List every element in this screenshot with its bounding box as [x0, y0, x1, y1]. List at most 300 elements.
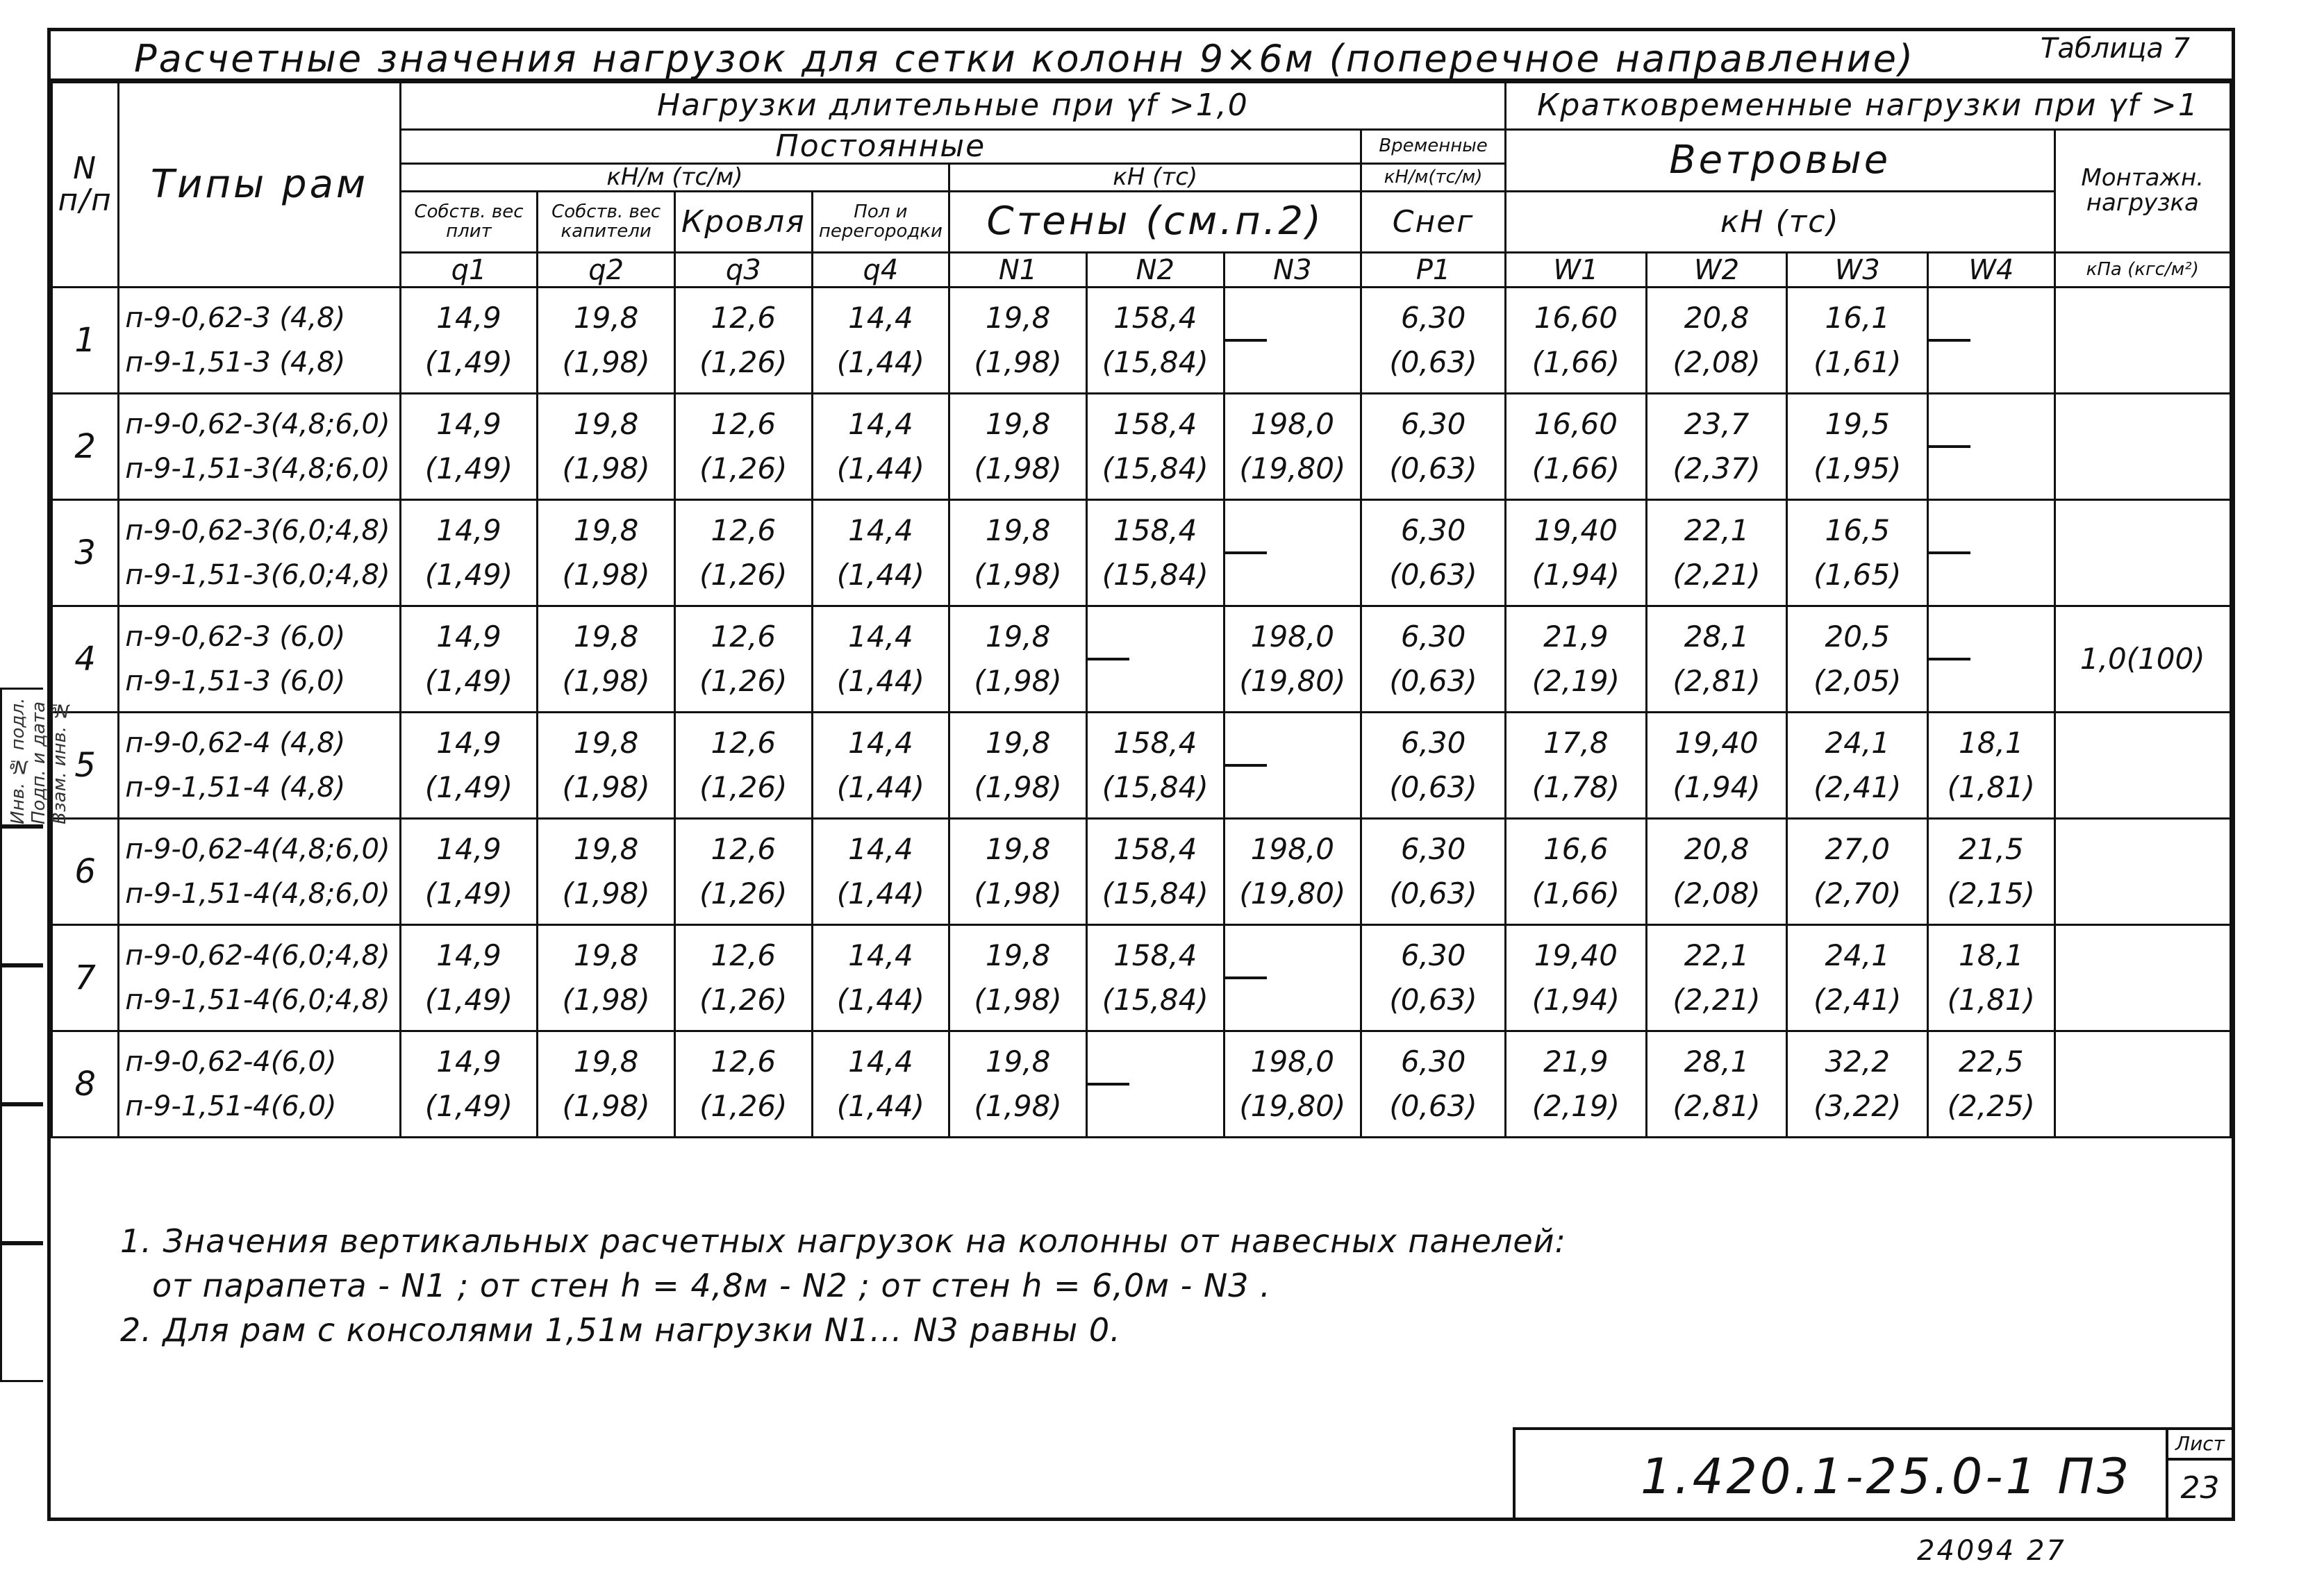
dash-mark [1225, 551, 1267, 554]
value-kn: 19,8 [573, 513, 639, 548]
value-kn: 19,8 [985, 938, 1051, 973]
dash-mark [1225, 764, 1267, 767]
value-kn: 19,40 [1534, 513, 1618, 548]
cell-p [2054, 819, 2230, 925]
cell-w4 [1928, 606, 2054, 713]
value-kn: 20,5 [1825, 620, 1890, 654]
value-tc: (1,49) [424, 345, 513, 380]
value-tc: (1,94) [1672, 770, 1761, 805]
cell-q1 [400, 1031, 538, 1138]
value-tc: (0,63) [1389, 558, 1477, 592]
value-kn: 14,4 [848, 938, 913, 973]
value-tc: (1,26) [699, 876, 788, 911]
value-tc: (1,26) [699, 451, 788, 486]
value-kn: 12,6 [711, 726, 777, 760]
cell-w3 [1787, 394, 1928, 500]
dash-mark [1929, 339, 1970, 342]
archive-number: 24094 27 [1917, 1535, 2066, 1567]
cell-q3 [674, 819, 812, 925]
value-kn: 20,8 [1684, 832, 1750, 867]
value-kn: 17,8 [1543, 726, 1609, 760]
loads-table [51, 81, 2232, 1138]
value-tc: (1,98) [562, 345, 650, 380]
value-kn: 21,5 [1959, 832, 2024, 867]
cell-n3 [1224, 500, 1361, 606]
row-number: 1 [52, 288, 119, 394]
cell-q4 [812, 713, 949, 819]
value-kn: 21,9 [1543, 1045, 1609, 1079]
value-kn: 14,4 [848, 1045, 913, 1079]
row-number: 6 [52, 819, 119, 925]
value-kn: 198,0 [1250, 832, 1334, 867]
value-tc: (0,63) [1389, 1089, 1477, 1124]
frame-type-t2: п-9-1,51-3 (6,0) [125, 665, 346, 698]
cell-w1 [1505, 925, 1646, 1031]
dash-mark [1088, 1083, 1129, 1086]
value-kn: 19,40 [1534, 938, 1618, 973]
cell-q3 [674, 606, 812, 713]
cell-p1 [1361, 819, 1506, 925]
header-short-loads: Кратковременные нагрузки при γf >1 [1505, 83, 2230, 130]
sheet-number: 23 [2180, 1470, 2220, 1506]
value-tc: (2,70) [1813, 876, 1902, 911]
value-kn: 21,9 [1543, 620, 1609, 654]
value-kn: 158,4 [1113, 938, 1197, 973]
frame-type-t1: п-9-0,62-3(4,8;6,0) [125, 408, 390, 441]
cell-w3 [1787, 288, 1928, 394]
value-kn: 14,4 [848, 620, 913, 654]
value-tc: (1,98) [562, 876, 650, 911]
value-kn: 6,30 [1400, 1045, 1466, 1079]
cell-q1 [400, 606, 538, 713]
title-row [51, 31, 2232, 81]
value-tc: (1,66) [1531, 876, 1620, 911]
value-tc: (1,44) [836, 876, 925, 911]
header-num: N п/п [52, 83, 119, 288]
cell-w3 [1787, 925, 1928, 1031]
frame-types [119, 713, 400, 819]
value-tc: (1,78) [1531, 770, 1620, 805]
header-walls: Стены (см.п.2) [949, 192, 1361, 253]
table-row [52, 606, 2231, 713]
sym-q3: q3 [674, 253, 812, 288]
table-title: Расчетные значения нагрузок для сетки колонн 9×6м (поперечное направление) [134, 37, 1916, 81]
cell-n1 [949, 288, 1087, 394]
cell-w4 [1928, 288, 2054, 394]
value-kn: 14,4 [848, 513, 913, 548]
cell-q1 [400, 925, 538, 1031]
dash-mark [1929, 658, 1970, 660]
value-kn: 12,6 [711, 301, 777, 335]
frame-type-t2: п-9-1,51-4(6,0;4,8) [125, 984, 390, 1017]
cell-n2 [1086, 713, 1224, 819]
cell-p [2054, 500, 2230, 606]
value-kn: 18,1 [1959, 726, 2024, 760]
cell-p [2054, 713, 2230, 819]
drawing-sheet [47, 28, 2235, 1521]
value-kn: 28,1 [1684, 620, 1750, 654]
header-unit-kn: кН (тс) [949, 164, 1361, 192]
value-tc: (1,26) [699, 1089, 788, 1124]
cell-w1 [1505, 606, 1646, 713]
cell-p1 [1361, 394, 1506, 500]
cell-q1 [400, 819, 538, 925]
cell-q2 [538, 394, 675, 500]
header-wind-unit: кН (тс) [1505, 192, 2054, 253]
value-tc: (15,84) [1102, 770, 1209, 805]
cell-q3 [674, 288, 812, 394]
value-tc: (1,98) [562, 451, 650, 486]
value-tc: (1,26) [699, 345, 788, 380]
cell-p: 1,0(100) [2054, 606, 2230, 713]
value-kn: 19,8 [985, 407, 1051, 442]
sym-w1: W1 [1505, 253, 1646, 288]
cell-w2 [1646, 288, 1787, 394]
value-tc: (1,49) [424, 876, 513, 911]
cell-n2 [1086, 1031, 1224, 1138]
cell-w3 [1787, 606, 1928, 713]
value-tc: (2,19) [1531, 664, 1620, 699]
value-tc: (1,98) [562, 558, 650, 592]
value-kn: 158,4 [1113, 407, 1197, 442]
cell-n3 [1224, 819, 1361, 925]
header-temporary: Временные [1361, 130, 1506, 164]
dash-mark [1929, 551, 1970, 554]
value-tc: (2,81) [1672, 664, 1761, 699]
value-kn: 14,9 [436, 407, 501, 442]
value-kn: 19,8 [573, 832, 639, 867]
value-kn: 23,7 [1684, 407, 1750, 442]
value-tc: (1,98) [974, 451, 1062, 486]
frame-type-t2: п-9-1,51-3(6,0;4,8) [125, 559, 390, 592]
value-tc: (15,84) [1102, 558, 1209, 592]
cell-p [2054, 1031, 2230, 1138]
value-kn: 16,60 [1534, 301, 1618, 335]
cell-n1 [949, 606, 1087, 713]
binding-text: Инв. № подл. Подп. и дата Взам. инв. № [8, 697, 70, 824]
value-tc: (19,80) [1239, 876, 1346, 911]
cell-n2 [1086, 394, 1224, 500]
cell-q2 [538, 819, 675, 925]
value-kn: 14,4 [848, 832, 913, 867]
note-2: 2. Для рам с консолями 1,51м нагрузки N1... N3 равны 0. [120, 1311, 1121, 1349]
frame-types [119, 500, 400, 606]
frame-type-t1: п-9-0,62-4(6,0;4,8) [125, 940, 390, 972]
table-body [52, 288, 2231, 1138]
value-kn: 14,9 [436, 1045, 501, 1079]
dash-mark [1929, 445, 1970, 448]
cell-q4 [812, 394, 949, 500]
cell-p [2054, 288, 2230, 394]
value-tc: (1,44) [836, 983, 925, 1017]
row-number: 7 [52, 925, 119, 1031]
sheet-box [2166, 1430, 2232, 1518]
cell-w1 [1505, 500, 1646, 606]
value-tc: (1,98) [562, 1089, 650, 1124]
value-tc: (1,44) [836, 1089, 925, 1124]
value-kn: 19,40 [1675, 726, 1759, 760]
value-kn: 14,9 [436, 832, 501, 867]
value-kn: 16,6 [1543, 832, 1609, 867]
value-kn: 198,0 [1250, 620, 1334, 654]
value-tc: (1,49) [424, 1089, 513, 1124]
value-tc: (15,84) [1102, 345, 1209, 380]
value-kn: 14,9 [436, 938, 501, 973]
cell-w3 [1787, 500, 1928, 606]
cell-q4 [812, 500, 949, 606]
frame-types [119, 819, 400, 925]
value-tc: (1,44) [836, 664, 925, 699]
value-kn: 158,4 [1113, 513, 1197, 548]
value-tc: (0,63) [1389, 876, 1477, 911]
document-code: 1.420.1-25.0-1 ПЗ [1641, 1448, 2131, 1505]
frame-type-t2: п-9-1,51-3 (4,8) [125, 347, 346, 379]
cell-n3 [1224, 713, 1361, 819]
value-tc: (1,81) [1947, 983, 2035, 1017]
value-kn: 19,8 [985, 726, 1051, 760]
cell-q1 [400, 713, 538, 819]
cell-q1 [400, 500, 538, 606]
table-row [52, 925, 2231, 1031]
value-kn: 28,1 [1684, 1045, 1750, 1079]
value-tc: (1,98) [562, 983, 650, 1017]
value-tc: (0,63) [1389, 345, 1477, 380]
sheet-label: Лист [2168, 1430, 2232, 1461]
value-kn: 6,30 [1400, 832, 1466, 867]
value-tc: (1,49) [424, 983, 513, 1017]
value-kn: 22,1 [1684, 938, 1750, 973]
frame-type-t1: п-9-0,62-3(6,0;4,8) [125, 515, 390, 547]
frame-type-t2: п-9-1,51-3(4,8;6,0) [125, 453, 390, 485]
value-tc: (1,81) [1947, 770, 2035, 805]
cell-w2 [1646, 606, 1787, 713]
binding-margin [0, 688, 70, 1382]
value-kn: 19,5 [1825, 407, 1890, 442]
cell-q1 [400, 394, 538, 500]
cell-w4 [1928, 925, 2054, 1031]
value-tc: (0,63) [1389, 451, 1477, 486]
value-kn: 14,9 [436, 620, 501, 654]
value-kn: 12,6 [711, 1045, 777, 1079]
header-types: Типы рам [119, 83, 400, 288]
frame-type-t2: п-9-1,51-4(6,0) [125, 1090, 337, 1123]
value-kn: 19,8 [573, 620, 639, 654]
value-tc: (1,26) [699, 770, 788, 805]
value-kn: 158,4 [1113, 832, 1197, 867]
value-kn: 19,8 [985, 301, 1051, 335]
frame-type-t2: п-9-1,51-4(4,8;6,0) [125, 878, 390, 911]
table-row [52, 713, 2231, 819]
value-tc: (1,26) [699, 983, 788, 1017]
cell-n2 [1086, 500, 1224, 606]
value-kn: 19,8 [985, 1045, 1051, 1079]
value-tc: (15,84) [1102, 876, 1209, 911]
value-tc: (1,49) [424, 558, 513, 592]
value-kn: 19,8 [573, 938, 639, 973]
cell-n1 [949, 713, 1087, 819]
frame-types [119, 394, 400, 500]
cell-p1 [1361, 606, 1506, 713]
cell-n2 [1086, 288, 1224, 394]
value-kn: 198,0 [1250, 1045, 1334, 1079]
dash-mark [1225, 976, 1267, 979]
sym-w4: W4 [1928, 253, 2054, 288]
cell-n3 [1224, 394, 1361, 500]
sym-q1: q1 [400, 253, 538, 288]
value-tc: (1,95) [1813, 451, 1902, 486]
cell-w1 [1505, 713, 1646, 819]
value-kn: 14,4 [848, 407, 913, 442]
cell-n1 [949, 819, 1087, 925]
note-1-line-2: от парапета - N1 ; от стен h = 4,8м - N2 ; от стен h = 6,0м - N3 . [152, 1267, 1271, 1304]
header-roof: Кровля [674, 192, 812, 253]
value-kn: 19,8 [985, 513, 1051, 548]
cell-n1 [949, 394, 1087, 500]
cell-q4 [812, 606, 949, 713]
cell-q3 [674, 925, 812, 1031]
frame-type-t1: п-9-0,62-4 (4,8) [125, 727, 346, 760]
value-kn: 6,30 [1400, 407, 1466, 442]
value-kn: 6,30 [1400, 938, 1466, 973]
cell-p1 [1361, 713, 1506, 819]
cell-n3 [1224, 606, 1361, 713]
value-tc: (1,98) [974, 558, 1062, 592]
value-tc: (19,80) [1239, 1089, 1346, 1124]
cell-w3 [1787, 1031, 1928, 1138]
cell-q2 [538, 713, 675, 819]
value-tc: (1,98) [974, 770, 1062, 805]
value-kn: 158,4 [1113, 726, 1197, 760]
value-kn: 27,0 [1825, 832, 1890, 867]
cell-w4 [1928, 819, 2054, 925]
dash-mark [1088, 658, 1129, 660]
header-self-weight-cap: Собств. вес капители [538, 192, 675, 253]
value-kn: 18,1 [1959, 938, 2024, 973]
cell-n2 [1086, 925, 1224, 1031]
cell-w2 [1646, 713, 1787, 819]
value-kn: 32,2 [1825, 1045, 1890, 1079]
cell-q3 [674, 394, 812, 500]
value-tc: (1,61) [1813, 345, 1902, 380]
header-montage-unit: кПа (кгс/м²) [2054, 253, 2230, 288]
title-block [1513, 1427, 2232, 1518]
value-tc: (2,81) [1672, 1089, 1761, 1124]
cell-w4 [1928, 713, 2054, 819]
value-tc: (1,49) [424, 664, 513, 699]
value-tc: (1,44) [836, 451, 925, 486]
value-tc: (1,94) [1531, 983, 1620, 1017]
cell-p [2054, 394, 2230, 500]
header-permanent: Постоянные [400, 130, 1361, 164]
frame-types [119, 1031, 400, 1138]
value-kn: 19,8 [573, 301, 639, 335]
value-tc: (1,98) [974, 876, 1062, 911]
value-kn: 198,0 [1250, 407, 1334, 442]
value-kn: 16,5 [1825, 513, 1890, 548]
header-unit-temp: кН/м(тс/м) [1361, 164, 1506, 192]
value-kn: 14,9 [436, 726, 501, 760]
cell-n2 [1086, 606, 1224, 713]
header-long-loads: Нагрузки длительные при γf >1,0 [400, 83, 1505, 130]
cell-p [2054, 925, 2230, 1031]
frame-types [119, 925, 400, 1031]
header-floor: Пол и перегородки [812, 192, 949, 253]
value-kn: 12,6 [711, 620, 777, 654]
cell-w2 [1646, 819, 1787, 925]
value-kn: 6,30 [1400, 301, 1466, 335]
value-tc: (1,98) [974, 345, 1062, 380]
value-tc: (1,49) [424, 451, 513, 486]
sym-p1: P1 [1361, 253, 1506, 288]
value-kn: 19,8 [573, 407, 639, 442]
row-number: 2 [52, 394, 119, 500]
value-tc: (1,98) [974, 664, 1062, 699]
cell-q3 [674, 1031, 812, 1138]
header-wind: Ветровые [1505, 130, 2054, 192]
cell-w3 [1787, 713, 1928, 819]
cell-p1 [1361, 925, 1506, 1031]
sym-w2: W2 [1646, 253, 1787, 288]
value-kn: 19,8 [573, 1045, 639, 1079]
cell-w2 [1646, 394, 1787, 500]
cell-w2 [1646, 1031, 1787, 1138]
cell-w1 [1505, 394, 1646, 500]
frame-types [119, 606, 400, 713]
value-tc: (2,41) [1813, 983, 1902, 1017]
value-tc: (1,44) [836, 770, 925, 805]
frame-type-t1: п-9-0,62-3 (4,8) [125, 302, 346, 335]
value-kn: 12,6 [711, 938, 777, 973]
table-row [52, 1031, 2231, 1138]
cell-q2 [538, 500, 675, 606]
value-tc: (2,21) [1672, 983, 1761, 1017]
frame-type-t1: п-9-0,62-4(6,0) [125, 1046, 337, 1079]
value-kn: 12,6 [711, 407, 777, 442]
value-tc: (1,98) [974, 1089, 1062, 1124]
table-row [52, 288, 2231, 394]
cell-n3 [1224, 1031, 1361, 1138]
value-kn: 19,8 [573, 726, 639, 760]
table-row [52, 394, 2231, 500]
value-tc: (0,63) [1389, 664, 1477, 699]
cell-p1 [1361, 500, 1506, 606]
cell-w2 [1646, 500, 1787, 606]
cell-p1 [1361, 288, 1506, 394]
value-kn: 16,1 [1825, 301, 1890, 335]
value-tc: (1,44) [836, 558, 925, 592]
value-tc: (1,98) [974, 983, 1062, 1017]
cell-n1 [949, 500, 1087, 606]
value-tc: (2,37) [1672, 451, 1761, 486]
value-tc: (2,21) [1672, 558, 1761, 592]
frame-type-t2: п-9-1,51-4 (4,8) [125, 772, 346, 804]
value-kn: 6,30 [1400, 620, 1466, 654]
value-tc: (1,49) [424, 770, 513, 805]
frame-type-t1: п-9-0,62-3 (6,0) [125, 621, 346, 654]
cell-n3 [1224, 288, 1361, 394]
value-kn: 14,9 [436, 301, 501, 335]
cell-w4 [1928, 394, 2054, 500]
table-row [52, 819, 2231, 925]
header-self-weight-slab: Собств. вес плит [400, 192, 538, 253]
value-tc: (2,05) [1813, 664, 1902, 699]
cell-q3 [674, 500, 812, 606]
sym-n3: N3 [1224, 253, 1361, 288]
value-kn: 12,6 [711, 513, 777, 548]
cell-q4 [812, 819, 949, 925]
value-tc: (2,25) [1947, 1089, 2035, 1124]
table-row [52, 500, 2231, 606]
